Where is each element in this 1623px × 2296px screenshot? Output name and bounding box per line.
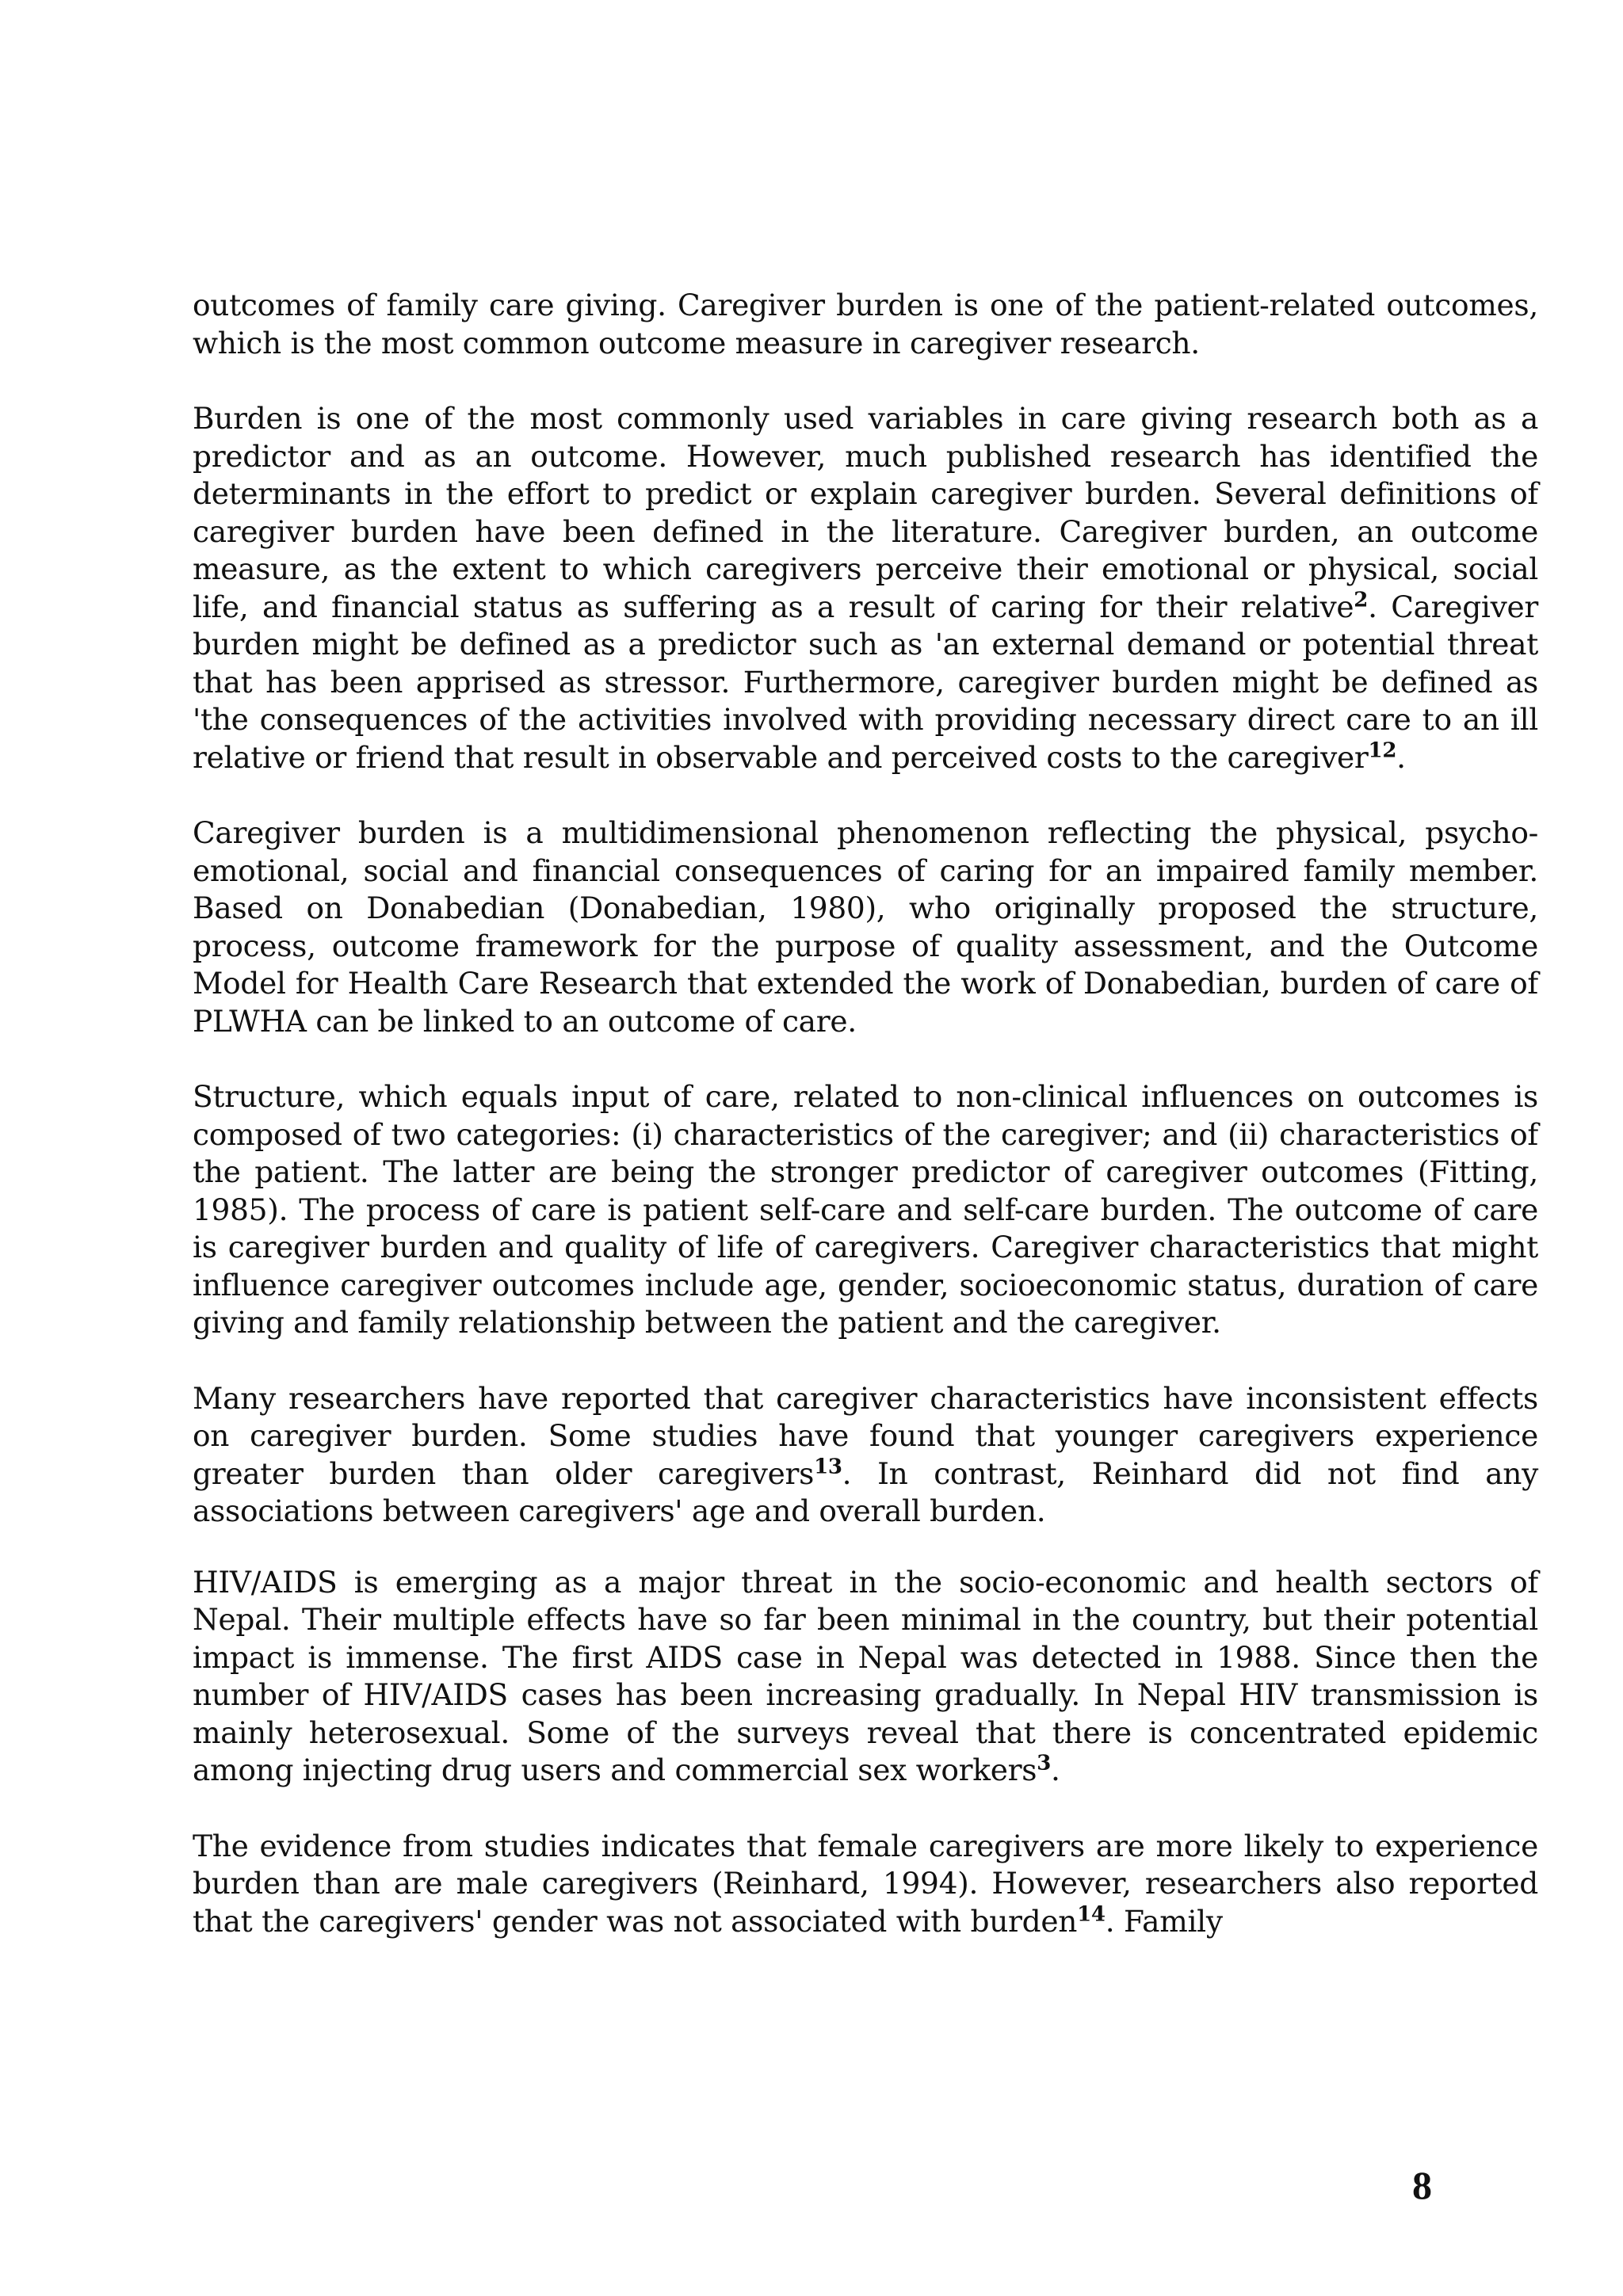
paragraph-1 (193, 287, 1538, 362)
paragraph-3 (193, 814, 1538, 1040)
page-number: 8 (1412, 2163, 1432, 2207)
paragraph-2 (193, 400, 1538, 776)
paragraph-2-text-1: Burden is one of the most commonly used variables in care giving research both as a predictor and as an outcome. However, much published research has identified the determinants in the effort to predict or explain caregiver burden. Several definitions of caregiver burden have been defined in the literature. Caregiver burden, an outcome measure, as the extent to which caregivers perceive their emotional or physical, social life, and financial status as suffering as a result of caring for their relative (193, 401, 1538, 624)
paragraph-5-text-1: Many researchers have reported that caregiver characteristics have inconsistent effects on caregiver burden. Some studies have found that younger caregivers experience greater burden than older caregivers (193, 1380, 1538, 1491)
citation-3: 3 (1037, 1751, 1051, 1775)
paragraph-6-text-2: . (1050, 1753, 1060, 1787)
citation-12: 12 (1368, 738, 1397, 762)
paragraph-6-text-1: HIV/AIDS is emerging as a major threat in the socio-economic and health sectors of Nepal. Their multiple effects have so far been minimal in the country, but their potential impact is immense. The first AIDS case in Nepal was detected in 1988. Since then the number of HIV/AIDS cases has been increasing gradually. In Nepal HIV transmission is mainly heterosexual. Some of the surveys reveal that there is concentrated epidemic among injecting drug users and commercial sex workers (193, 1564, 1538, 1787)
paragraph-7-text-2: . Family (1105, 1903, 1223, 1939)
document-body (193, 287, 1538, 1978)
paragraph-7 (193, 1828, 1538, 1941)
paragraph-2-text-2: . Caregiver burden might be defined as a predictor such as 'an external demand or potential threat that has been apprised as stressor. Furthermore, caregiver burden might be defined as 'the consequences of the activities involved with providing necessary direct care to an ill relative or friend that result in observable and perceived costs to the caregiver (193, 589, 1538, 775)
paragraph-1-text: outcomes of family care giving. Caregiver burden is one of the patient-related outcomes, which is the most common outcome measure in caregiver research. (193, 288, 1538, 360)
citation-2: 2 (1354, 588, 1369, 612)
paragraph-6 (193, 1564, 1538, 1790)
citation-13: 13 (814, 1455, 842, 1478)
paragraph-5 (193, 1380, 1538, 1531)
citation-14: 14 (1077, 1902, 1106, 1926)
paragraph-7-text-1: The evidence from studies indicates that female caregivers are more likely to experience burden than are male caregivers (Reinhard, 1994). However, researchers also reported that the caregivers' gender was not associated with burden (193, 1828, 1538, 1939)
paragraph-5-text-2: . In contrast, Reinhard did not find any associations between caregivers' age and overall burden. (193, 1455, 1538, 1528)
paragraph-3-text: Caregiver burden is a multidimensional phenomenon reflecting the physical, psycho-emotional, social and financial consequences of caring for an impaired family member. Based on Donabedian (Donabedian, 1980), who originally proposed the structure, process, outcome framework for the purpose of quality assessment, and the Outcome Model for Health Care Research that extended the work of Donabedian, burden of care of PLWHA can be linked to an outcome of care. (193, 815, 1538, 1039)
paragraph-2-text-3: . (1396, 739, 1406, 775)
paragraph-4-text: Structure, which equals input of care, related to non-clinical influences on outcomes is composed of two categories: (i) characteristics of the caregiver; and (ii) characteristics of the patient. The latter are being the stronger predictor of caregiver outcomes (Fitting, 1985). The process of care is patient self-care and self-care burden. The outcome of care is caregiver burden and quality of life of caregivers. Caregiver characteristics that might influence caregiver outcomes include age, gender, socioeconomic status, duration of care giving and family relationship between the patient and the caregiver. (193, 1079, 1538, 1340)
paragraph-4 (193, 1078, 1538, 1342)
